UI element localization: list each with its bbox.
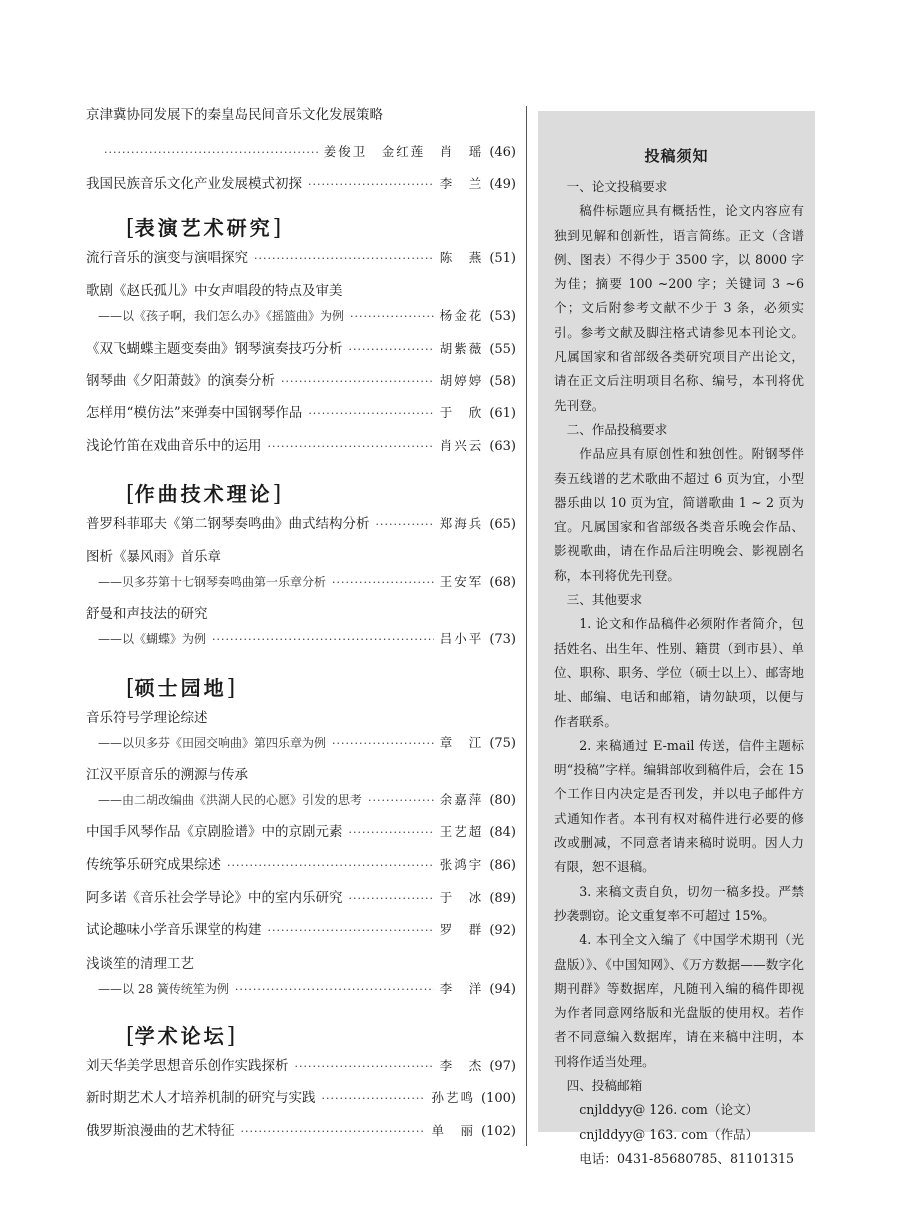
toc-entry[interactable] (86, 143, 516, 162)
leader-dots (349, 824, 434, 842)
entry-author: 姜俊卫 金红莲 肖 瑶 (323, 144, 484, 159)
entry-title: 江汉平原音乐的溯源与传承 (86, 767, 248, 783)
entry-author: 杨金花 (439, 308, 484, 323)
entry-author: 于 欣 (439, 405, 484, 420)
entry-author: 余嘉萍 (439, 792, 484, 807)
entry-page: (97) (489, 1059, 516, 1074)
toc-entry[interactable] (86, 1122, 516, 1141)
toc-entry[interactable] (86, 980, 516, 999)
entry-page: (92) (489, 923, 516, 938)
section-heading: [表演艺术研究] (126, 216, 282, 241)
leader-dots (308, 405, 433, 423)
notice-heading: 二、作品投稿要求 (566, 421, 668, 437)
entry-author: 吕小平 (439, 631, 484, 646)
column-divider (526, 106, 527, 1146)
entry-page: (51) (489, 251, 516, 266)
entry-page: (55) (489, 342, 516, 357)
entry-page: (61) (489, 406, 516, 421)
notice-heading: 一、论文投稿要求 (566, 179, 668, 194)
leader-dots (268, 922, 434, 940)
entry-page: (58) (489, 374, 516, 389)
toc-entry[interactable] (86, 766, 516, 784)
leader-dots (281, 373, 434, 391)
entry-title: 我国民族音乐文化产业发展模式初探 (86, 176, 302, 192)
entry-page: (68) (489, 575, 516, 590)
entry-page: (49) (489, 177, 516, 192)
toc-entry[interactable] (86, 372, 516, 391)
toc-entry[interactable] (86, 282, 516, 300)
toc-entry[interactable] (86, 1089, 516, 1108)
entry-subtitle: ——以 28 簧传统笙为例 (98, 982, 229, 996)
toc-entry[interactable] (86, 734, 516, 753)
entry-author: 胡紫薇 (439, 341, 484, 356)
entry-title: 中国手风琴作品《京剧脸谱》中的京剧元素 (86, 824, 343, 840)
notice-heading: 四、投稿邮箱 (566, 1077, 643, 1093)
toc-entry[interactable] (86, 515, 516, 534)
entry-page: (65) (489, 517, 516, 532)
entry-page: (84) (489, 825, 516, 840)
entry-page: (75) (489, 736, 516, 751)
entry-page: (46) (489, 145, 516, 160)
section-heading: [硕士园地] (126, 676, 236, 701)
leader-dots (241, 1123, 426, 1141)
entry-author: 王安军 (439, 574, 484, 589)
entry-title: 新时期艺术人才培养机制的研究与实践 (86, 1090, 316, 1106)
toc-entry[interactable] (86, 791, 516, 810)
notice-paragraph: 稿件标题应具有概括性，论文内容应有独到见解和创新性，语言简练。正文（含谱例、图表）不得少于 3500 字，以 8000 字为佳；摘要 100 ~200 字；关键词 3 ~6 个；文后附参考文献不少于 3 条，必须实引。参考文献及脚注格式请参见本刊论文。凡属国家和省部级各类研究项目产出论文，请在正文后注明项目名称、编号，本刊将优先刊登。 (554, 203, 804, 413)
entry-author: 肖兴云 (439, 438, 484, 453)
leader-dots (349, 341, 434, 359)
entry-author: 罗 群 (439, 922, 484, 937)
entry-page: (63) (489, 439, 516, 454)
entry-subtitle: ——以《蝴蝶》为例 (98, 632, 207, 646)
entry-author: 孙艺鸣 (431, 1090, 476, 1105)
leader-dots (104, 144, 318, 162)
entry-author: 单 丽 (431, 1123, 476, 1138)
submission-notice-panel (538, 111, 815, 1166)
entry-subtitle: ——以《孩子啊，我们怎么办》《摇篮曲》为例 (98, 309, 345, 323)
entry-title: 钢琴曲《夕阳萧鼓》的演奏分析 (86, 373, 275, 389)
toc-entry[interactable] (86, 548, 516, 566)
leader-dots (368, 792, 434, 810)
leader-dots (227, 857, 434, 875)
entry-author: 李 兰 (439, 176, 484, 191)
entry-title: 京津冀协同发展下的秦皇岛民间音乐文化发展策略 (86, 107, 383, 123)
leader-dots (349, 890, 434, 908)
section-heading: [学术论坛] (126, 1024, 236, 1049)
toc-entry[interactable] (86, 106, 516, 124)
leader-dots (212, 631, 434, 649)
leader-dots (268, 438, 434, 456)
entry-title: 普罗科菲耶夫《第二钢琴奏鸣曲》曲式结构分析 (86, 516, 370, 532)
toc-entry[interactable] (86, 404, 516, 423)
entry-author: 张鸿宇 (439, 857, 484, 872)
toc-entry[interactable] (86, 175, 516, 194)
toc-entry[interactable] (86, 823, 516, 842)
entry-title: 音乐符号学理论综述 (86, 710, 208, 726)
leader-dots (376, 516, 434, 534)
entry-title: 流行音乐的演变与演唱探究 (86, 250, 248, 266)
leader-dots (254, 250, 434, 268)
toc-entry[interactable] (86, 249, 516, 268)
leader-dots (235, 981, 434, 999)
notice-paragraph: 作品应具有原创性和独创性。附钢琴伴奏五线谱的艺术歌曲不超过 6 页为宜，小型器乐曲以 10 页为宜，简谱歌曲 1 ~ 2 页为宜。凡属国家和省部级各类音乐晚会作品、影视歌曲，请在作品后注明晚会、影视剧名称，本刊将优先刊登。 (554, 446, 804, 583)
toc-entry[interactable] (86, 1057, 516, 1076)
entry-page: (53) (489, 309, 516, 324)
entry-author: 胡婷婷 (439, 373, 484, 388)
notice-email-works[interactable]: cnjlddyy@ 163. com（作品） (579, 1126, 759, 1142)
entry-title: 歌剧《赵氏孤儿》中女声唱段的特点及审美 (86, 283, 343, 299)
entry-title: 浅谈笙的清理工艺 (86, 956, 194, 972)
leader-dots (308, 176, 434, 194)
leader-dots (295, 1058, 434, 1076)
toc-entry[interactable] (86, 955, 516, 973)
entry-page: (73) (489, 632, 516, 647)
toc-entry[interactable] (86, 856, 516, 875)
toc-entry[interactable] (86, 709, 516, 727)
toc-entry[interactable] (86, 573, 516, 592)
entry-subtitle: ——以贝多芬《田园交响曲》第四乐章为例 (98, 736, 327, 750)
entry-page: (100) (481, 1091, 516, 1106)
entry-author: 陈 燕 (439, 250, 484, 265)
toc-entry[interactable] (86, 605, 516, 623)
entry-title: 传统筝乐研究成果综述 (86, 857, 221, 873)
leader-dots (322, 1090, 426, 1108)
entry-page: (94) (489, 982, 516, 997)
leader-dots (350, 308, 434, 326)
leader-dots (332, 574, 434, 592)
notice-email-papers[interactable]: cnjlddyy@ 126. com（论文） (579, 1102, 759, 1118)
toc-entry[interactable] (86, 921, 516, 940)
entry-subtitle: ——由二胡改编曲《洪湖人民的心愿》引发的思考 (98, 793, 363, 807)
entry-page: (80) (489, 793, 516, 808)
notice-paragraph: 1. 论文和作品稿件必须附作者简介，包括姓名、出生年、性别、籍贯（到市县）、单位、职称、职务、学位（硕士以上）、邮寄地址、邮编、电话和邮箱，请勿缺项，以便与作者联系。 (554, 616, 804, 729)
notice-body (554, 175, 804, 1171)
entry-author: 于 冰 (439, 890, 484, 905)
entry-title: 刘天华美学思想音乐创作实践探析 (86, 1058, 289, 1074)
toc-entry[interactable] (86, 889, 516, 908)
toc-entry[interactable] (86, 437, 516, 456)
section-heading: [作曲技术理论] (126, 482, 282, 507)
entry-title: 俄罗斯浪漫曲的艺术特征 (86, 1123, 235, 1139)
entry-author: 李 洋 (439, 981, 484, 996)
entry-author: 王艺超 (439, 824, 484, 839)
entry-page: (86) (489, 858, 516, 873)
entry-title: 《双飞蝴蝶主题变奏曲》钢琴演奏技巧分析 (86, 341, 343, 357)
entry-author: 李 杰 (439, 1058, 484, 1073)
entry-page: (89) (489, 891, 516, 906)
notice-paragraph: 4. 本刊全文入编了《中国学术期刊（光盘版）》、《中国知网》、《万方数据——数字化期刊群》等数据库，凡随刊入编的稿件即视为作者同意网络版和光盘版的使用权。若作者不同意编入数据库，请在来稿中注明，本刊将作适当处理。 (554, 932, 804, 1069)
entry-title: 试论趣味小学音乐课堂的构建 (86, 922, 262, 938)
entry-title: 图析《暴风雨》首乐章 (86, 549, 221, 565)
entry-title: 浅论竹笛在戏曲音乐中的运用 (86, 438, 262, 454)
notice-heading: 三、其他要求 (566, 592, 643, 608)
entry-title: 阿多诺《音乐社会学导论》中的室内乐研究 (86, 890, 343, 906)
entry-author: 郑海兵 (439, 516, 484, 531)
toc-entry[interactable] (86, 340, 516, 359)
notice-paragraph: 3. 来稿文责自负，切勿一稿多投。严禁抄袭剽窃。论文重复率不可超过 15%。 (554, 883, 804, 923)
entry-title: 舒曼和声技法的研究 (86, 606, 208, 622)
toc-entry[interactable] (86, 307, 516, 326)
entry-title: 怎样用“模仿法”来弹奏中国钢琴作品 (86, 405, 303, 421)
notice-phone: 电话：0431-85680785、81101315 (579, 1150, 795, 1166)
notice-title: 投稿须知 (644, 147, 709, 165)
entry-page: (102) (481, 1124, 516, 1139)
leader-dots (332, 735, 434, 753)
entry-subtitle: ——贝多芬第十七钢琴奏鸣曲第一乐章分析 (98, 575, 327, 589)
entry-author: 章 江 (439, 735, 484, 750)
toc-entry[interactable] (86, 630, 516, 649)
notice-paragraph: 2. 来稿通过 E-mail 传送，信件主题标明“投稿”字样。编辑部收到稿件后，会在 15 个工作日内决定是否刊发，并以电子邮件方式通知作者。本刊有权对稿件进行必要的修改或删减，不同意者请来稿时说明。因人力有限，恕不退稿。 (554, 737, 804, 875)
